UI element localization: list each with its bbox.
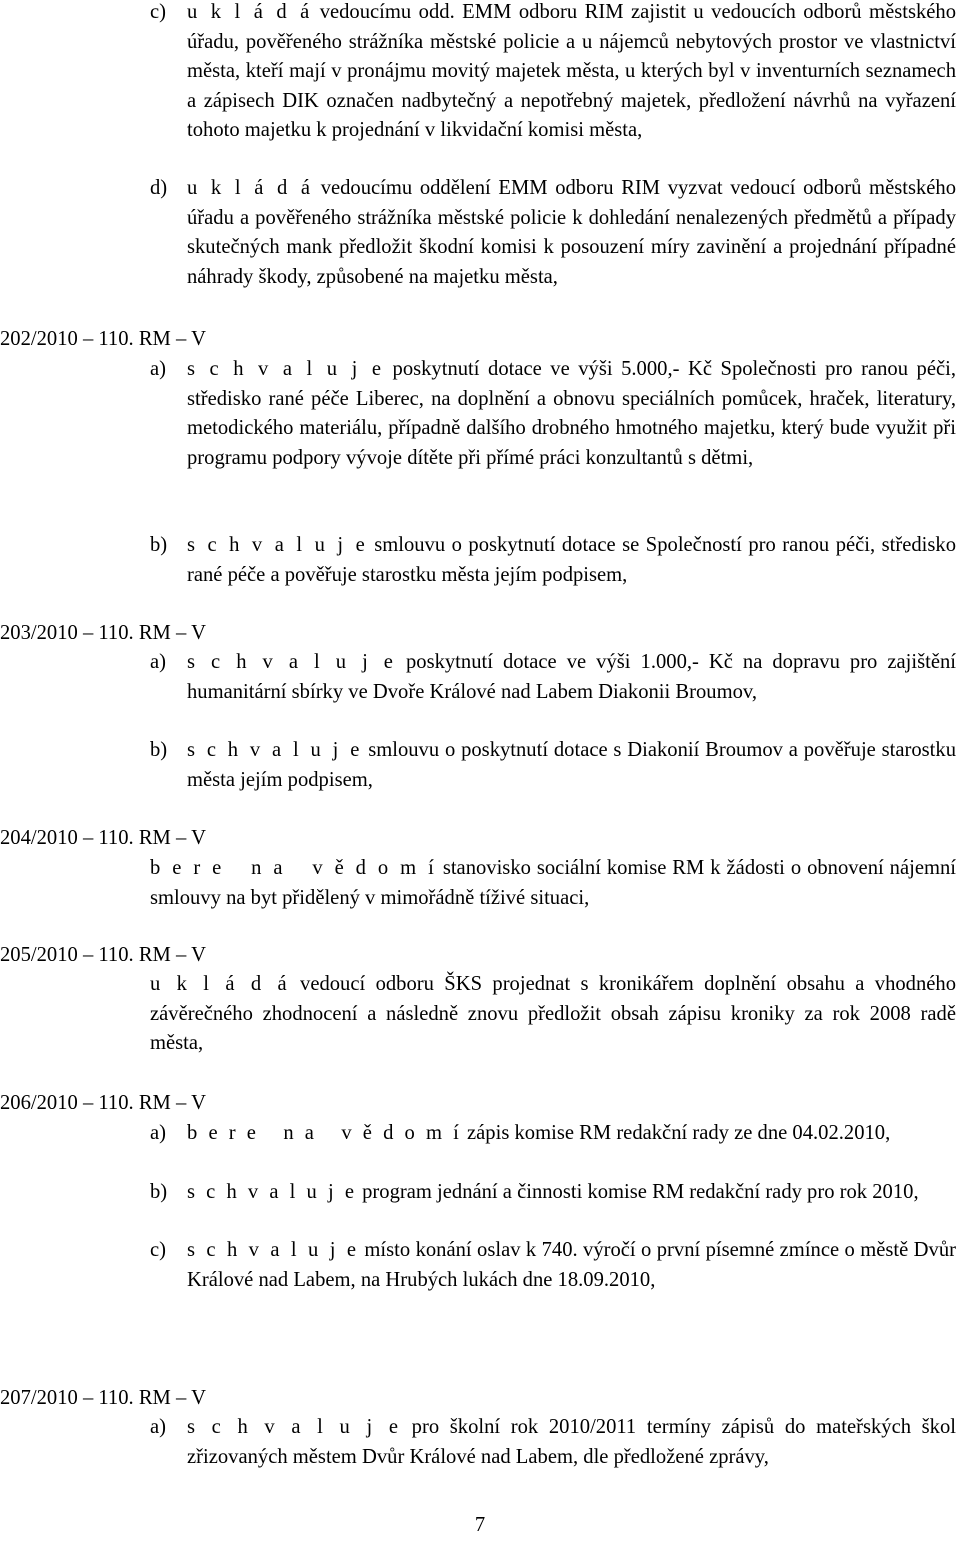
item-label: a) — [150, 358, 166, 380]
item-text: vedoucímu oddělení EMM odboru RIM vyzvat vedoucí odborů městského úřadu a pověřeného strážníka městské policie k dohledání nenalezených předmětů a případy skutečných mank předložit škodní komisi k posouzení míry zavinění a projednání případné náhrady škody, způsobené na majetku města, — [187, 177, 956, 288]
item-verb: u k l á d á — [187, 1, 313, 23]
item-text: poskytnutí dotace ve výši 5.000,- Kč Společnosti pro ranou péči, středisko rané péče Liberec, na doplnění a obnovu speciálních pomůcek, hraček, literatury, metodického materiálu, případně dalšího drobného hmotného majetku, který bude využit při programu podpory vývoje dítěte při přímé práci konzultantů s dětmi, — [187, 358, 956, 469]
resolution-number: 205/2010 – 110. RM – V — [0, 944, 206, 966]
item-text: program jednání a činnosti komise RM redakční rady pro rok 2010, — [356, 1181, 919, 1203]
page-number: 7 — [474, 1514, 486, 1536]
list-item — [150, 531, 956, 590]
item-verb: s c h v a l u j e — [187, 1181, 357, 1203]
item-label: c) — [150, 1239, 166, 1261]
item-label: a) — [150, 1416, 166, 1438]
item-text: smlouvu o poskytnutí dotace se Společností pro ranou péči, středisko rané péče a pověřuje starostku města jejím podpisem, — [187, 534, 956, 586]
resolution-number: 206/2010 – 110. RM – V — [0, 1092, 206, 1114]
list-item — [150, 736, 956, 795]
resolution-number: 203/2010 – 110. RM – V — [0, 622, 206, 644]
resolution-text — [150, 854, 956, 913]
resolution-number: 207/2010 – 110. RM – V — [0, 1387, 206, 1409]
item-text: smlouvu o poskytnutí dotace s Diakonií Broumov a pověřuje starostku města jejím podpisem, — [187, 739, 956, 791]
resolution-number: 204/2010 – 110. RM – V — [0, 827, 206, 849]
item-verb: u k l á d á — [150, 973, 290, 995]
list-item — [150, 0, 956, 146]
item-verb: s c h v a l u j e — [187, 1239, 359, 1261]
item-label: b) — [150, 534, 168, 556]
list-item — [150, 174, 956, 292]
item-text: poskytnutí dotace ve výši 1.000,- Kč na dopravu pro zajištění humanitární sbírky ve Dvoře Králové nad Labem Diakonii Broumov, — [187, 651, 956, 703]
item-text: vedoucí odboru ŠKS projednat s kronikářem doplnění obsahu a vhodného závěrečného zhodnocení a následně znovu předložit obsah zápisu kroniky za rok 2008 radě města, — [150, 973, 956, 1054]
item-verb: s c h v a l u j e — [187, 534, 368, 556]
item-verb: s c h v a l u j e — [187, 1416, 402, 1438]
item-text: stanovisko sociální komise RM k žádosti o obnovení nájemní smlouvy na byt přidělený v mimořádně tíživé situaci, — [150, 857, 956, 909]
list-item — [150, 1178, 956, 1208]
list-item — [150, 1119, 956, 1149]
item-text: vedoucímu odd. EMM odboru RIM zajistit u vedoucích odborů městského úřadu, pověřeného strážníka městské policie a u nájemců nebytových prostor ve vlastnictví města, kteří mají v pronájmu movitý majetek města, u kterých byl v inventurních seznamech a zápisech DIK označen nadbytečný a nepotřebný majetek, předložení návrhů na vyřazení tohoto majetku k projednání v likvidační komisi města, — [187, 1, 956, 141]
item-verb: u k l á d á — [187, 177, 314, 199]
item-label: b) — [150, 739, 168, 761]
item-label: a) — [150, 651, 166, 673]
item-verb: s c h v a l u j e — [187, 358, 384, 380]
resolution-text — [150, 970, 956, 1059]
item-text: pro školní rok 2010/2011 termíny zápisů do mateřských škol zřizovaných městem Dvůr Králové nad Labem, dle předložené zprávy, — [187, 1416, 956, 1468]
resolution-number: 202/2010 – 110. RM – V — [0, 328, 206, 350]
item-verb: s c h v a l u j e — [187, 739, 363, 761]
item-text: místo konání oslav k 740. výročí o první písemné zmínce o městě Dvůr Králové nad Labem, na Hrubých lukách dne 18.09.2010, — [187, 1239, 956, 1291]
item-verb: b e r e n a v ě d o m í — [150, 857, 437, 879]
item-verb: b e r e n a v ě d o m í — [187, 1122, 462, 1144]
item-label: b) — [150, 1181, 168, 1203]
item-label: c) — [150, 1, 166, 23]
item-label: a) — [150, 1122, 166, 1144]
list-item — [150, 648, 956, 707]
list-item — [150, 355, 956, 473]
item-text: zápis komise RM redakční rady ze dne 04.02.2010, — [461, 1122, 891, 1144]
item-verb: s c h v a l u j e — [187, 651, 396, 673]
list-item — [150, 1236, 956, 1295]
list-item — [150, 1413, 956, 1472]
item-label: d) — [150, 177, 168, 199]
